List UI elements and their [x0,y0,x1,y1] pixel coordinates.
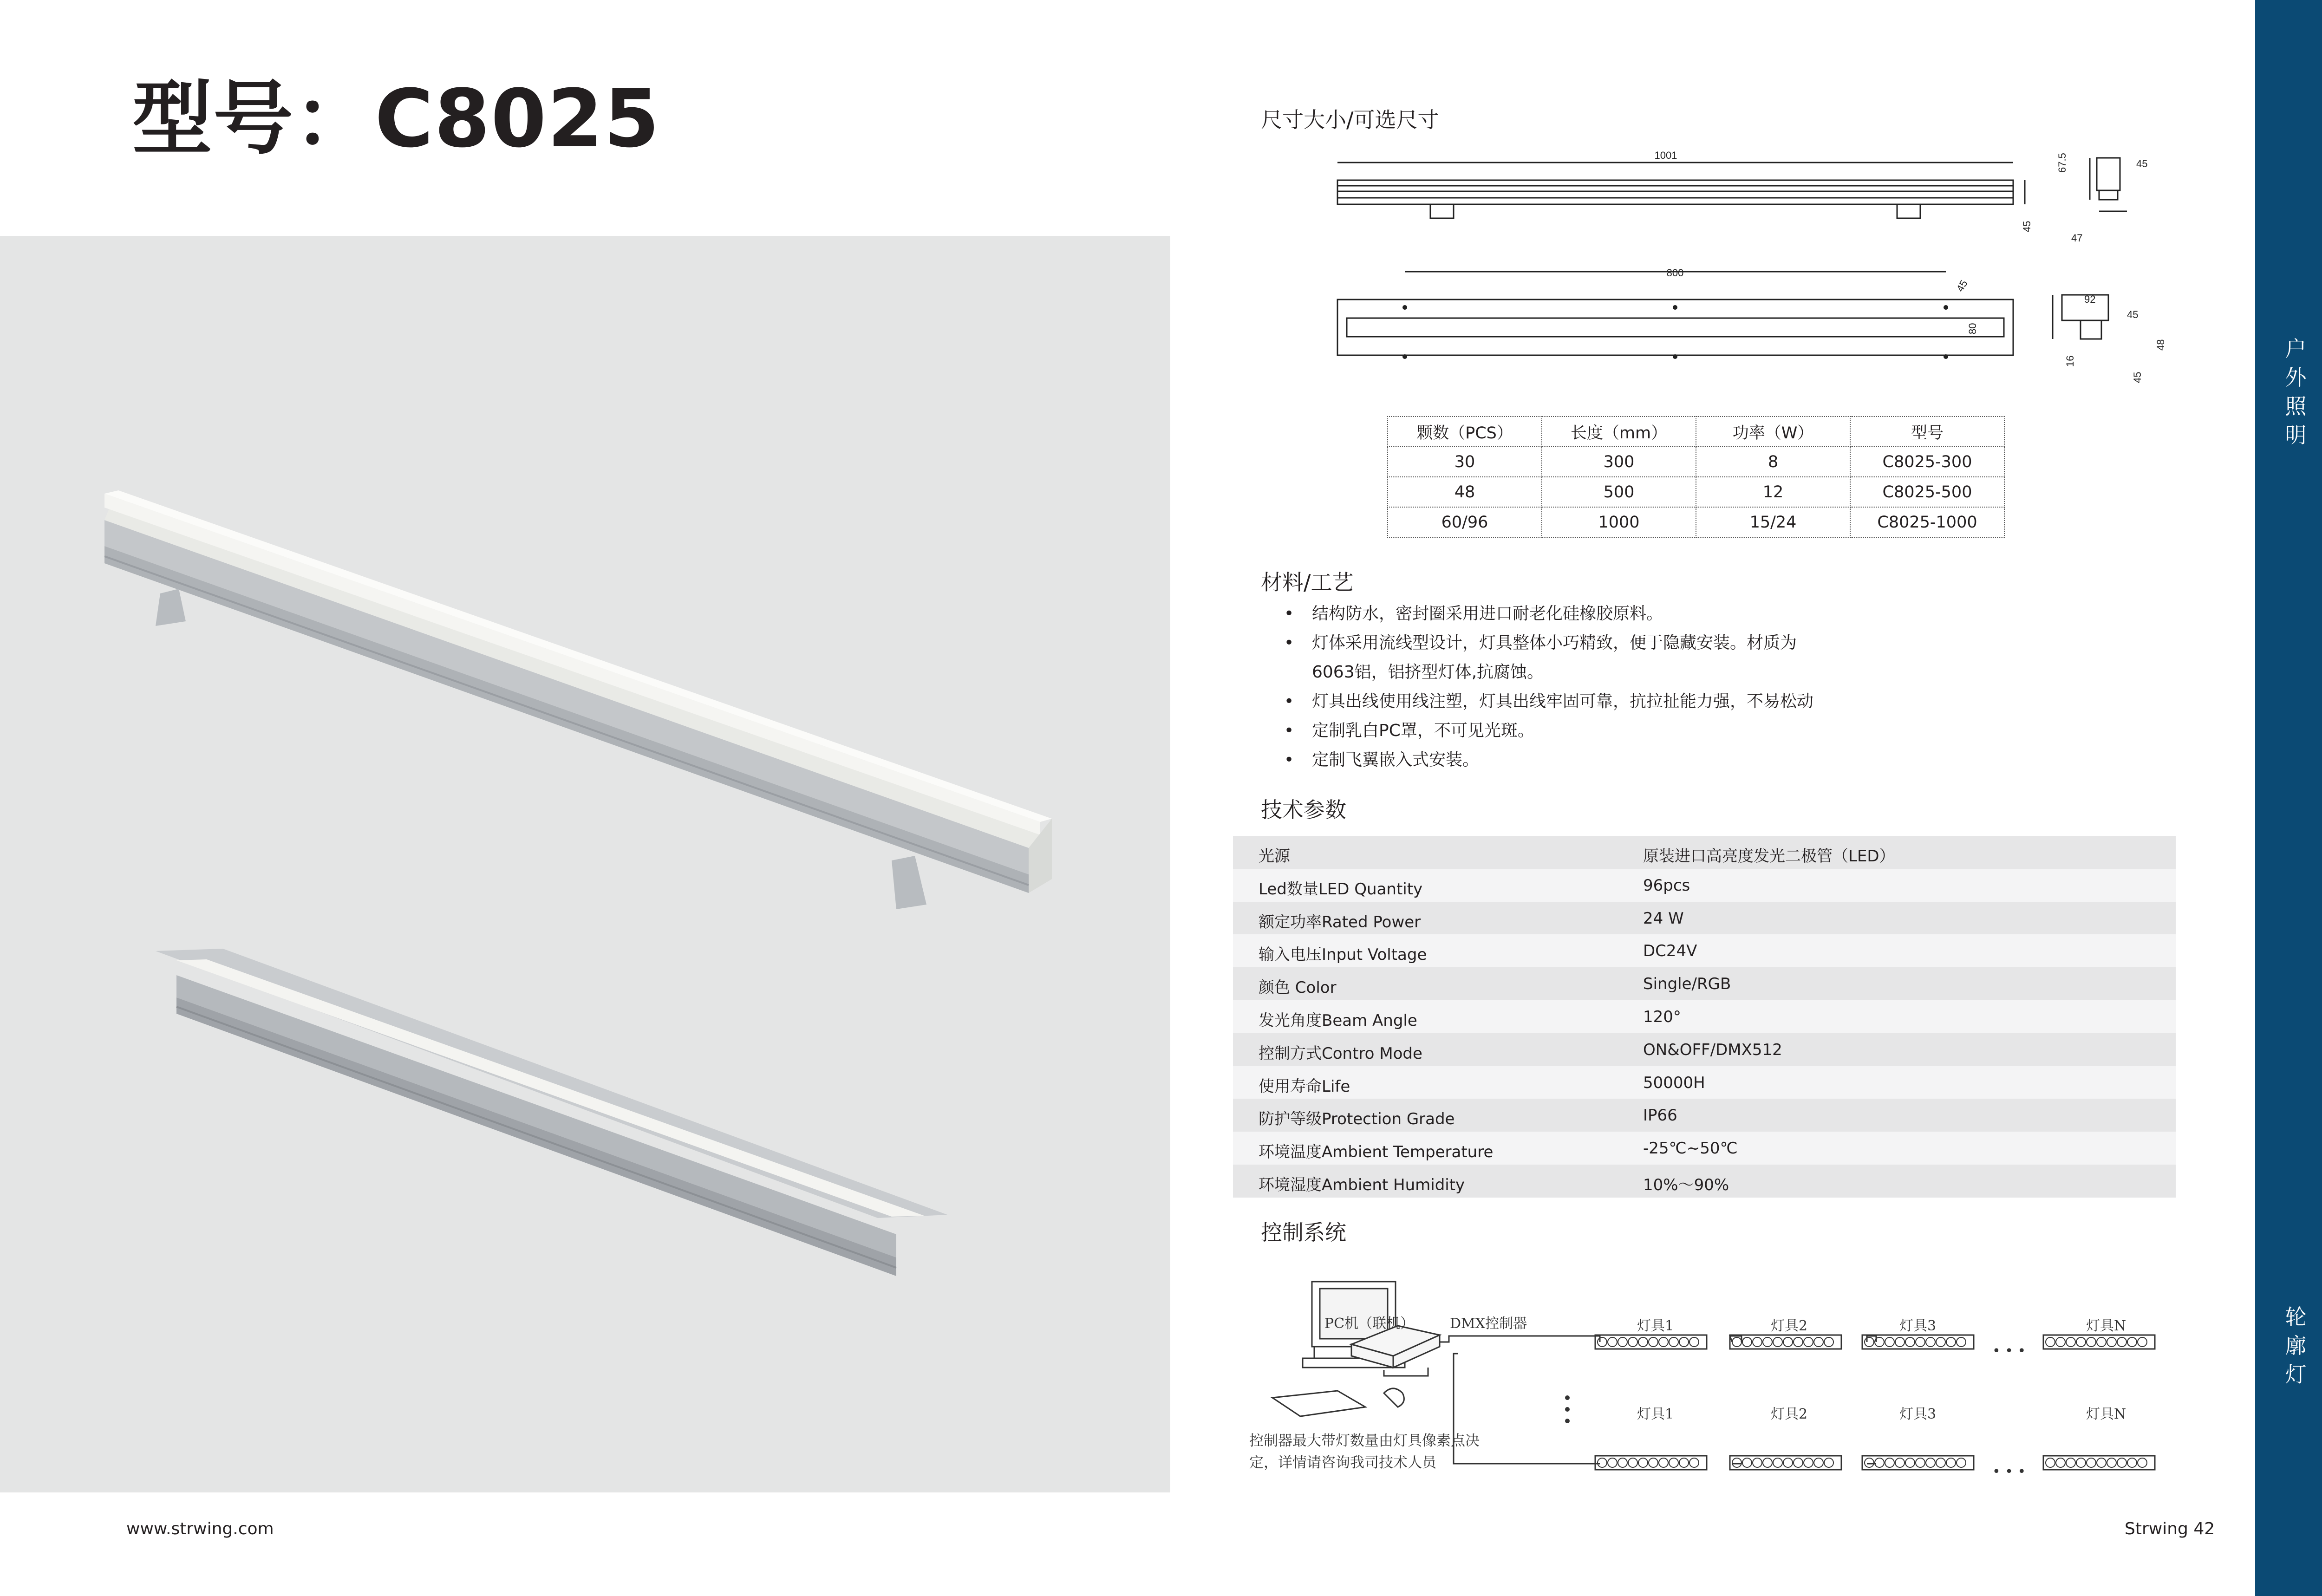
spec-key: 发光角度Beam Angle [1259,1011,1417,1030]
table-row [1233,934,2176,967]
spec-key: Led数量LED Quantity [1259,879,1423,899]
models-header-pcs: 颗数（PCS） [1388,417,1542,447]
sidebar-top-text: 户外照明 [2285,336,2307,448]
models-cell: 30 [1388,447,1542,477]
fixture-label: 灯具1 [1637,1318,1674,1334]
bullet-icon: • [1284,721,1294,740]
list-item-text: 定制乳白PC罩，不可见光斑。 [1312,721,1534,740]
fixture-label: 灯具2 [1771,1406,1808,1422]
bullet-icon: • [1284,750,1294,769]
fixture-label: 灯具3 [1899,1318,1937,1334]
spec-value: -25℃~50℃ [1643,1139,1738,1158]
list-item-text: 结构防水，密封圈采用进口耐老化硅橡胶原料。 [1312,604,1663,623]
spec-value: 10%～90% [1643,1175,1729,1194]
list-item-text-continued: 6063铝，铝挤型灯体,抗腐蚀。 [1312,663,1544,682]
fixture-label: 灯具2 [1771,1318,1808,1334]
models-table [1387,416,2005,538]
list-item-text: 定制飞翼嵌入式安装。 [1312,750,1480,769]
table-row [1233,1066,2176,1099]
dimension-drawing [1328,139,2192,399]
list-item [1270,599,1883,628]
models-cell: 500 [1542,477,1696,507]
fixture-label: 灯具N [2086,1406,2126,1422]
led-strips-row1 [1595,1335,2155,1470]
sidebar-category-top [2255,334,2322,449]
models-row [1388,447,2004,477]
control-heading: 控制系统 [1261,1220,1346,1245]
dmx-label: DMX控制器 [1450,1316,1527,1332]
list-item [1270,687,1883,716]
spec-value: DC24V [1643,942,1697,961]
models-cell: 60/96 [1388,507,1542,537]
spec-value: 原装进口高亮度发光二极管（LED） [1643,847,1895,866]
spec-key: 输入电压Input Voltage [1259,945,1427,964]
table-row [1233,1132,2176,1165]
specs-table [1233,836,2176,1198]
recessed-fixture [156,949,947,1276]
spec-value: ON&OFF/DMX512 [1643,1040,1782,1059]
spec-value: IP66 [1643,1106,1677,1125]
fixture-label: 灯具3 [1899,1406,1937,1422]
list-item [1270,716,1883,745]
footer-website[interactable]: www.strwing.com [126,1519,274,1538]
spec-value: 96pcs [1643,876,1690,895]
sidebar-category-bottom [2255,1303,2322,1389]
dim-slot-label: 45 [1954,278,1970,294]
list-item [1270,745,1883,775]
list-item [1270,628,1883,687]
list-item-text: 灯体采用流线型设计，灯具整体小巧精致，便于隐藏安装。材质为 [1312,633,1797,652]
table-row [1233,1165,2176,1198]
materials-heading: 材料/工艺 [1261,570,1354,595]
models-row [1388,477,2004,507]
models-cell: C8025-1000 [1850,507,2004,537]
sidebar [2255,0,2322,1596]
spec-value: 120° [1643,1007,1681,1026]
control-note-line: 控制器最大带灯数量由灯具像素点决 [1249,1433,1480,1449]
spec-key: 光源 [1259,847,1290,866]
dim-width-label: 45 [2136,158,2148,169]
models-cell: C8025-300 [1850,447,2004,477]
models-cell: 300 [1542,447,1696,477]
table-row [1233,902,2176,935]
models-header-model: 型号 [1850,417,2004,447]
table-row [1233,869,2176,902]
models-header-row [1388,417,2004,447]
surface-mount-fixture [104,490,1052,909]
models-cell: 48 [1388,477,1542,507]
bullet-icon: • [1284,692,1294,711]
dim-top-45-label: 45 [2127,309,2139,320]
models-cell: 1000 [1542,507,1696,537]
dim-top-width-label: 92 [2084,293,2096,305]
models-row [1388,507,2004,537]
models-cell: 15/24 [1696,507,1850,537]
dim-mount-label: 800 [1666,267,1684,279]
spec-key: 使用寿命Life [1259,1077,1350,1096]
spec-key: 控制方式Contro Mode [1259,1044,1422,1063]
list-item-text: 灯具出线使用线注塑，灯具出线牢固可靠，抗拉扯能力强，不易松动 [1312,692,1814,711]
table-row [1233,1000,2176,1033]
spec-key: 颜色 Color [1259,978,1337,997]
table-row [1233,967,2176,1000]
table-row [1233,1099,2176,1132]
spec-key: 防护等级Protection Grade [1259,1110,1455,1129]
models-cell: C8025-500 [1850,477,2004,507]
bullet-icon: • [1284,604,1294,623]
dim-body-label: 45 [2021,221,2033,232]
spec-value: 50000H [1643,1073,1705,1092]
page-title: 型号：C8025 [132,72,660,165]
dim-flange-label: 80 [1967,323,1978,334]
spec-value: Single/RGB [1643,975,1731,994]
led-dots-row1 [1598,1337,2147,1347]
dim-top-16-label: 16 [2064,355,2076,367]
specs-heading: 技术参数 [1261,797,1346,822]
models-header-power: 功率（W） [1696,417,1850,447]
models-header-length: 长度（mm） [1542,417,1696,447]
dim-top-48-label: 48 [2155,339,2166,351]
dim-base-label: 47 [2071,232,2083,244]
control-note-line: 定，详情请咨询我司技术人员 [1249,1454,1436,1471]
materials-list [1270,599,1883,775]
spec-key: 额定功率Rated Power [1259,912,1421,932]
pc-label: PC机（联机） [1324,1316,1415,1332]
fixture-label: 灯具N [2086,1318,2126,1334]
models-cell: 12 [1696,477,1850,507]
dim-length-label: 1001 [1654,150,1677,161]
ellipsis-icon: • • • [1992,1343,2026,1359]
table-row [1233,836,2176,869]
ellipsis-icon: • • • [1992,1464,2026,1480]
led-dots-row2 [1598,1458,2147,1467]
product-photo [0,236,1170,1492]
spec-key: 环境温度Ambient Temperature [1259,1143,1494,1162]
dim-top-45b-label: 45 [2132,371,2143,383]
fixture-label: 灯具1 [1637,1406,1674,1422]
spec-key: 环境湿度Ambient Humidity [1259,1175,1465,1194]
dimensions-heading: 尺寸大小/可选尺寸 [1261,107,1439,132]
bullet-icon: • [1284,633,1294,652]
footer-page-number: Strwing 42 [2125,1519,2215,1538]
control-note [1249,1430,1509,1474]
models-cell: 8 [1696,447,1850,477]
spec-value: 24 W [1643,909,1684,928]
product-illustration [0,236,1170,1492]
table-row [1233,1033,2176,1066]
dim-height-label: 67.5 [2056,153,2068,173]
sidebar-bottom-text: 轮廓灯 [2285,1304,2307,1387]
